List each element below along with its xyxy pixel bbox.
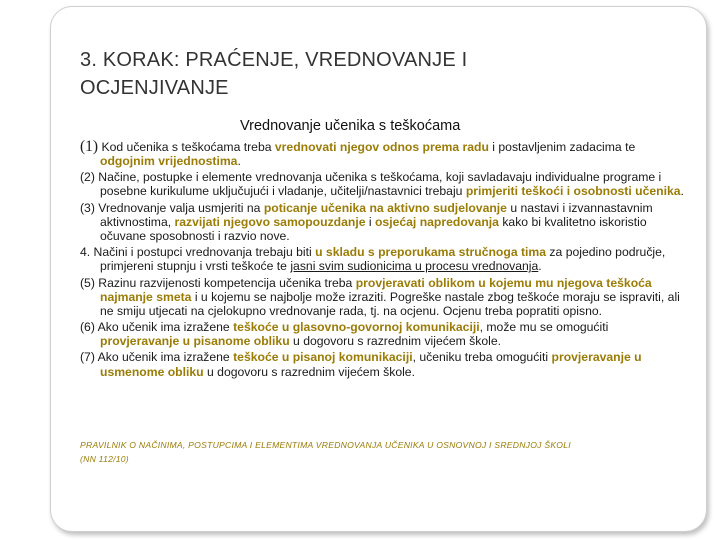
highlight-text: provjeravanje u pisanome obliku	[100, 334, 290, 349]
highlight-text: primjeriti teškoći i osobnosti učenika	[465, 184, 681, 199]
paragraph-6	[80, 320, 685, 348]
paragraph-text: .	[237, 154, 241, 169]
highlight-text: odgojnim vrijednostima	[100, 154, 238, 169]
paragraph-2	[80, 170, 685, 198]
paragraph-7	[80, 350, 685, 378]
paragraph-text: u nastavi i izvannastavnim aktivnostima,	[100, 200, 653, 229]
reference-line-1: PRAVILNIK O NAČINIMA, POSTUPCIMA I ELEMENTIMA VREDNOVANJA UČENIKA U OSNOVNOJ I SREDNJOJ ŠKOLI	[80, 440, 571, 450]
paragraph-text: u dogovoru s razrednim vijećem škole.	[289, 334, 501, 349]
paragraph-number: (2)	[80, 170, 95, 185]
paragraph-text: Vrednovanje valja usmjeriti na	[94, 200, 264, 215]
paragraph-text: Načini i postupci vrednovanja trebaju biti	[90, 245, 316, 260]
slide-title: 3. KORAK: PRAĆENJE, VREDNOVANJE I OCJENJIVANJE	[80, 49, 468, 99]
highlight-text: u skladu s preporukama stručnoga tima	[315, 245, 547, 260]
slide-subtitle: Vrednovanje učenika s teškoćama	[240, 118, 461, 134]
paragraph-text: i postavljenim zadacima te	[488, 140, 636, 154]
highlight-text: provjeravati oblikom u kojemu mu njegova teškoća najmanje smeta	[100, 275, 652, 304]
paragraph-text: Ako učenik ima izražene	[94, 320, 234, 335]
highlight-text: poticanje učenika na aktivno sudjelovanje	[263, 200, 507, 215]
paragraph-text: za pojedino područje, primjereni stupnju i vrsti teškoće te	[100, 245, 666, 274]
paragraph-5	[80, 276, 685, 318]
paragraph-text: .	[680, 184, 684, 199]
reference-line-2: (NN 112/10)	[80, 454, 129, 464]
highlight-text: teškoće u glasovno-govornoj komunikaciji	[233, 320, 480, 335]
paragraph-text: Razinu razvijenosti kompetencija učenika treba	[94, 275, 356, 290]
paragraph-number: (5)	[80, 275, 95, 290]
paragraph-text: kako bi kvalitetno iskoristio očuvane sposobnosti i razvio nove.	[100, 214, 647, 243]
paragraph-text: , učeniku treba omogućiti	[412, 350, 552, 365]
highlight-text: razvijati njegovo samopouzdanje	[174, 214, 366, 229]
paragraph-number: (3)	[80, 200, 95, 215]
paragraph-text: i	[365, 214, 375, 229]
paragraph-text: i u kojemu se najbolje može izraziti. Pogreške nastale zbog teškoće moraju se ispraviti, ali ne smiju utjecati na cjelokupno vrednovanje rada, tj. na ocjenu. Ocjenu treba popratiti opisno.	[100, 289, 680, 318]
paragraph-text: , može mu se omogućiti	[479, 320, 609, 335]
paragraph-text: .	[538, 259, 542, 274]
paragraph-1	[80, 140, 685, 168]
highlight-text: teškoće u pisanoj komunikaciji	[233, 350, 413, 365]
paragraph-text: u dogovoru s razrednim vijećem škole.	[203, 364, 415, 379]
paragraph-text: Kod učenika s teškoćama treba	[98, 140, 275, 154]
highlight-text: provjeravanje u usmenome obliku	[100, 350, 642, 379]
paragraph-number: (1)	[80, 138, 99, 155]
highlight-text: vrednovati njegov odnos prema radu	[274, 140, 489, 154]
reference-citation	[80, 438, 690, 466]
paragraph-3	[80, 201, 685, 243]
slide-body	[80, 140, 685, 381]
paragraph-text: Ako učenik ima izražene	[94, 350, 234, 365]
paragraph-4	[80, 245, 685, 273]
paragraph-number: 4.	[80, 245, 91, 260]
paragraph-number: (6)	[80, 320, 95, 335]
underlined-text: jasni svim sudionicima u procesu vrednovanja	[290, 259, 539, 274]
highlight-text: osjećaj napredovanja	[374, 214, 499, 229]
paragraph-number: (7)	[80, 350, 95, 365]
paragraph-text: Načine, postupke i elemente vrednovanja učenika s teškoćama, koji savladavaju individualne programe i posebne kurikulume uključujući i vladanje, učitelji/nastavnici trebaju	[94, 170, 662, 199]
